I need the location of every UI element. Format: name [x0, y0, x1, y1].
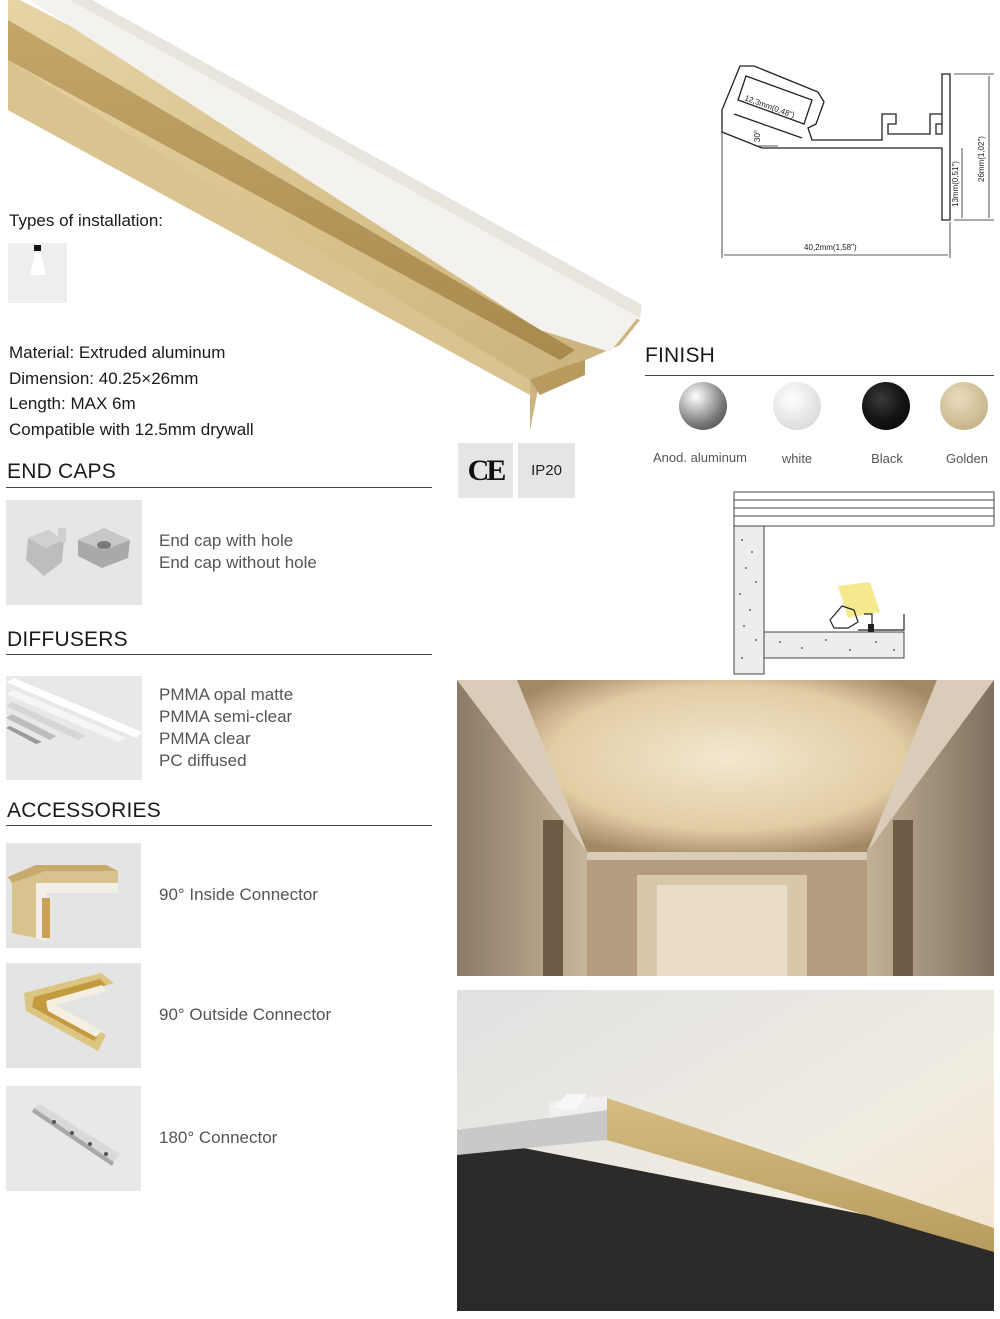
- finish-label-anodized: Anod. aluminum: [653, 450, 747, 465]
- diffusers-title: DIFFUSERS: [7, 628, 128, 651]
- spec-compatibility: Compatible with 12.5mm drywall: [9, 419, 254, 439]
- installation-section-drawing: [730, 490, 996, 676]
- slot-dimension: 12,3mm(0,48"): [743, 93, 796, 120]
- diffuser-clear: PMMA clear: [159, 729, 251, 748]
- ce-mark: CE: [467, 453, 504, 487]
- end-cap-without-hole: End cap without hole: [159, 553, 317, 572]
- inside-connector-image: [6, 843, 141, 948]
- finish-label-golden: Golden: [946, 451, 988, 466]
- end-cap-with-hole: End cap with hole: [159, 531, 294, 550]
- spec-material: Material: Extruded aluminum: [9, 343, 226, 362]
- straight-connector-image: [6, 1086, 141, 1191]
- diffusers-list: [159, 684, 293, 772]
- end-caps-title: END CAPS: [7, 460, 116, 483]
- finish-title: FINISH: [645, 344, 716, 367]
- ip-rating: IP20: [531, 462, 562, 479]
- installation-title: Types of installation:: [9, 211, 164, 230]
- ip-badge: [518, 443, 575, 498]
- diffusers-image: [6, 676, 142, 780]
- accessories-divider: [6, 825, 432, 826]
- finish-swatch-white: [773, 382, 821, 430]
- outside-connector-label: 90° Outside Connector: [159, 1005, 332, 1024]
- finish-label-white: white: [781, 451, 813, 466]
- diffuser-pc: PC diffused: [159, 751, 247, 770]
- finish-swatch-black: [862, 382, 910, 430]
- straight-connector-label: 180° Connector: [159, 1128, 278, 1147]
- ce-badge: [458, 443, 513, 498]
- end-caps-list: [159, 530, 317, 574]
- spec-dimension: Dimension: 40.25×26mm: [9, 368, 199, 388]
- outside-connector-image: [6, 963, 141, 1068]
- height-dimension: 26mm(1,02"): [977, 136, 986, 182]
- end-caps-image: [6, 500, 142, 605]
- spec-length: Length: MAX 6m: [9, 394, 136, 413]
- inner-height-dimension: 13mm(0,51"): [951, 161, 960, 207]
- finish-swatch-anodized: [679, 382, 727, 430]
- diffuser-semi-clear: PMMA semi-clear: [159, 707, 293, 726]
- finish-label-black: Black: [871, 451, 903, 466]
- installed-profile-photo: [457, 990, 994, 1311]
- end-caps-divider: [6, 487, 432, 488]
- diffusers-divider: [6, 654, 432, 655]
- accessories-title: ACCESSORIES: [7, 799, 161, 822]
- diffuser-opal-matte: PMMA opal matte: [159, 685, 294, 704]
- inside-connector-label: 90° Inside Connector: [159, 885, 318, 904]
- specs-list: [9, 340, 254, 442]
- width-dimension: 40,2mm(1,58"): [804, 243, 857, 252]
- technical-drawing: [718, 62, 1000, 267]
- corridor-photo: [457, 680, 994, 976]
- angle-dimension: 30°: [753, 129, 762, 142]
- finish-swatch-golden: [940, 382, 988, 430]
- installation-type-icon: [8, 243, 67, 303]
- finish-divider: [645, 375, 994, 376]
